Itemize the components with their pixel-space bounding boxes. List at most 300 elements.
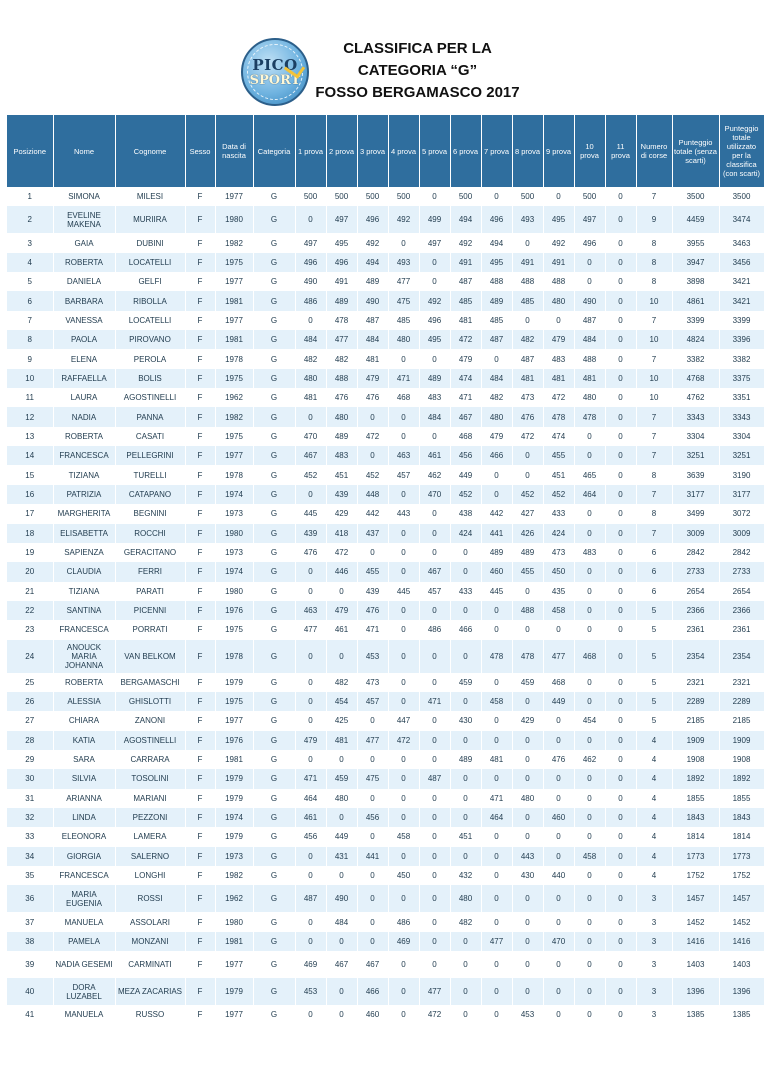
table-cell: 0 (481, 620, 512, 639)
table-cell: 1909 (719, 731, 764, 750)
table-cell: 0 (419, 673, 450, 692)
table-cell: 0 (295, 311, 326, 330)
table-cell: F (185, 789, 215, 808)
table-cell: 0 (388, 543, 419, 562)
table-cell: 2733 (672, 562, 719, 581)
table-row (7, 750, 764, 769)
table-row (7, 388, 764, 407)
table-cell: ANOUCK MARIA JOHANNA (53, 640, 115, 673)
table-cell: 4 (636, 847, 672, 866)
table-cell: G (253, 912, 295, 931)
table-cell: 459 (326, 769, 357, 788)
table-cell: 1974 (215, 562, 253, 581)
table-cell: 0 (419, 912, 450, 931)
table-cell: 3351 (719, 388, 764, 407)
table-cell: RAFFAELLA (53, 369, 115, 388)
table-cell: 1980 (215, 582, 253, 601)
table-cell: 0 (295, 711, 326, 730)
table-cell: F (185, 465, 215, 484)
table-cell: 471 (357, 620, 388, 639)
table-cell: 484 (326, 912, 357, 931)
table-cell: 487 (295, 885, 326, 912)
table-cell: G (253, 504, 295, 523)
column-header: 4 prova (388, 115, 419, 187)
table-cell: 481 (481, 750, 512, 769)
table-cell: 482 (326, 349, 357, 368)
table-cell: 497 (574, 206, 605, 233)
column-header: Categoria (253, 115, 295, 187)
table-cell: 496 (481, 206, 512, 233)
table-cell: 0 (419, 808, 450, 827)
table-cell: 0 (419, 847, 450, 866)
table-cell: 7 (636, 524, 672, 543)
table-cell: 2354 (672, 640, 719, 673)
table-cell: 0 (357, 543, 388, 562)
table-cell: 0 (388, 750, 419, 769)
table-cell: 439 (357, 582, 388, 601)
table-cell: F (185, 272, 215, 291)
table-cell: 493 (388, 253, 419, 272)
table-cell: 15 (7, 465, 53, 484)
table-cell: 8 (636, 465, 672, 484)
table-cell: 0 (543, 187, 574, 206)
table-cell: 0 (605, 827, 636, 846)
table-cell: 491 (450, 253, 481, 272)
table-cell: 455 (543, 446, 574, 465)
table-cell: 473 (543, 543, 574, 562)
table-cell: 4762 (672, 388, 719, 407)
table-cell: 0 (512, 808, 543, 827)
table-cell: 2366 (719, 601, 764, 620)
table-cell: 0 (605, 582, 636, 601)
table-cell: G (253, 311, 295, 330)
table-cell: 1403 (719, 951, 764, 978)
table-cell: 0 (295, 932, 326, 951)
table-cell: 482 (512, 330, 543, 349)
table-row (7, 711, 764, 730)
table-cell: 2289 (719, 692, 764, 711)
table-cell: 451 (326, 465, 357, 484)
table-cell: 455 (512, 562, 543, 581)
table-cell: F (185, 504, 215, 523)
table-cell: NADIA (53, 407, 115, 426)
table-row (7, 731, 764, 750)
table-cell: 3 (636, 1005, 672, 1024)
table-cell: 479 (450, 349, 481, 368)
table-cell: 25 (7, 673, 53, 692)
table-cell: 3190 (719, 465, 764, 484)
table-cell: 471 (295, 769, 326, 788)
column-header: 5 prova (419, 115, 450, 187)
table-cell: MARGHERITA (53, 504, 115, 523)
table-cell: 0 (326, 640, 357, 673)
table-cell: 452 (295, 465, 326, 484)
table-cell: 0 (605, 524, 636, 543)
table-cell: 488 (574, 349, 605, 368)
table-cell: 0 (481, 601, 512, 620)
table-cell: 0 (419, 750, 450, 769)
table-cell: 6 (636, 582, 672, 601)
table-cell: 2185 (719, 711, 764, 730)
table-cell: 0 (605, 912, 636, 931)
table-cell: 453 (357, 640, 388, 673)
table-cell: 3463 (719, 233, 764, 252)
table-cell: MARIANI (115, 789, 185, 808)
table-cell: PARATI (115, 582, 185, 601)
table-cell: 477 (419, 978, 450, 1005)
table-cell: 439 (295, 524, 326, 543)
table-cell: MONZANI (115, 932, 185, 951)
table-cell: G (253, 866, 295, 885)
table-row (7, 349, 764, 368)
table-cell: SANTINA (53, 601, 115, 620)
table-cell: 0 (543, 978, 574, 1005)
table-cell: 481 (326, 731, 357, 750)
table-cell: 0 (295, 485, 326, 504)
table-cell: G (253, 407, 295, 426)
table-cell: 480 (543, 291, 574, 310)
table-cell: 500 (326, 187, 357, 206)
table-cell: 481 (295, 388, 326, 407)
table-row (7, 330, 764, 349)
table-cell: 0 (481, 711, 512, 730)
table-cell: DORA LUZABEL (53, 978, 115, 1005)
column-header: Data di nascita (215, 115, 253, 187)
table-cell: 7 (636, 446, 672, 465)
table-cell: 477 (357, 731, 388, 750)
table-cell: 13 (7, 427, 53, 446)
table-cell: 20 (7, 562, 53, 581)
table-cell: 7 (7, 311, 53, 330)
table-cell: F (185, 932, 215, 951)
table-cell: 458 (388, 827, 419, 846)
table-cell: F (185, 951, 215, 978)
table-cell: 451 (450, 827, 481, 846)
table-cell: CATAPANO (115, 485, 185, 504)
table-cell: 471 (481, 789, 512, 808)
table-cell: 468 (388, 388, 419, 407)
table-cell: 3955 (672, 233, 719, 252)
table-cell: FRANCESCA (53, 620, 115, 639)
table-cell: 488 (326, 369, 357, 388)
table-cell: 3500 (719, 187, 764, 206)
table-cell: 1908 (719, 750, 764, 769)
table-cell: 495 (326, 233, 357, 252)
table-cell: 3382 (672, 349, 719, 368)
table-cell: 0 (357, 866, 388, 885)
table-cell: G (253, 789, 295, 808)
table-cell: EVELINE MAKENA (53, 206, 115, 233)
table-cell: G (253, 601, 295, 620)
table-cell: 490 (574, 291, 605, 310)
table-cell: 35 (7, 866, 53, 885)
table-cell: 483 (543, 349, 574, 368)
table-cell: 476 (357, 601, 388, 620)
table-cell: 0 (481, 673, 512, 692)
table-cell: 3 (636, 932, 672, 951)
table-cell: 461 (326, 620, 357, 639)
table-cell: 478 (543, 407, 574, 426)
table-cell: 463 (295, 601, 326, 620)
table-cell: F (185, 866, 215, 885)
table-cell: GERACITANO (115, 543, 185, 562)
table-cell: LAURA (53, 388, 115, 407)
table-cell: G (253, 330, 295, 349)
table-cell: 1977 (215, 951, 253, 978)
table-row (7, 504, 764, 523)
table-cell: 1814 (672, 827, 719, 846)
table-cell: 0 (481, 827, 512, 846)
table-cell: 0 (512, 620, 543, 639)
table-cell: 10 (636, 291, 672, 310)
table-cell: 0 (512, 750, 543, 769)
table-row (7, 885, 764, 912)
table-cell: 455 (357, 562, 388, 581)
table-cell: 0 (388, 847, 419, 866)
table-cell: 0 (605, 187, 636, 206)
table-cell: 31 (7, 789, 53, 808)
table-cell: 3251 (719, 446, 764, 465)
table-cell: 479 (357, 369, 388, 388)
table-cell: 0 (419, 827, 450, 846)
table-cell: 0 (419, 711, 450, 730)
table-cell: 0 (574, 692, 605, 711)
column-header: Punteggio totale (senza scarti) (672, 115, 719, 187)
table-cell: 490 (357, 291, 388, 310)
column-header: Nome (53, 115, 115, 187)
table-cell: 1978 (215, 465, 253, 484)
table-cell: F (185, 543, 215, 562)
table-row (7, 789, 764, 808)
table-cell: 3251 (672, 446, 719, 465)
table-cell: 7 (636, 485, 672, 504)
table-cell: 38 (7, 932, 53, 951)
table-cell: 2733 (719, 562, 764, 581)
table-cell: 494 (481, 233, 512, 252)
table-row (7, 465, 764, 484)
table-cell: 0 (605, 692, 636, 711)
table-cell: LINDA (53, 808, 115, 827)
table-cell: 471 (419, 692, 450, 711)
table-cell: 0 (512, 446, 543, 465)
table-cell: 1982 (215, 866, 253, 885)
column-header: 3 prova (357, 115, 388, 187)
table-cell: 0 (481, 349, 512, 368)
table-cell: 2366 (672, 601, 719, 620)
table-cell: 5 (636, 601, 672, 620)
table-cell: 1979 (215, 673, 253, 692)
table-cell: 450 (388, 866, 419, 885)
table-cell: PEROLA (115, 349, 185, 368)
table-cell: 442 (357, 504, 388, 523)
table-cell: 0 (605, 407, 636, 426)
table-cell: 481 (574, 369, 605, 388)
table-cell: 19 (7, 543, 53, 562)
table-cell: 0 (295, 847, 326, 866)
table-cell: 481 (512, 369, 543, 388)
table-cell: NADIA GESEMI (53, 951, 115, 978)
table-cell: 495 (481, 253, 512, 272)
table-row (7, 769, 764, 788)
table-cell: RIBOLLA (115, 291, 185, 310)
table-cell: F (185, 692, 215, 711)
table-cell: G (253, 932, 295, 951)
table-body (7, 187, 764, 1024)
table-cell: 1892 (672, 769, 719, 788)
table-cell: 476 (512, 407, 543, 426)
table-cell: G (253, 827, 295, 846)
table-cell: 6 (636, 562, 672, 581)
table-cell: 0 (326, 582, 357, 601)
table-cell: 22 (7, 601, 53, 620)
table-cell: 2361 (719, 620, 764, 639)
table-cell: 0 (388, 692, 419, 711)
table-row (7, 951, 764, 978)
table-cell: 460 (481, 562, 512, 581)
table-cell: 3009 (672, 524, 719, 543)
table-cell: 476 (295, 543, 326, 562)
table-cell: 443 (388, 504, 419, 523)
table-cell: CHIARA (53, 711, 115, 730)
table-cell: 1975 (215, 427, 253, 446)
table-cell: 440 (543, 866, 574, 885)
table-cell: 1979 (215, 978, 253, 1005)
table-cell: F (185, 620, 215, 639)
table-cell: 9 (636, 206, 672, 233)
table-cell: 3304 (672, 427, 719, 446)
table-row (7, 640, 764, 673)
table-cell: 0 (605, 291, 636, 310)
table-cell: 4 (636, 827, 672, 846)
table-cell: 481 (450, 311, 481, 330)
table-cell: 29 (7, 750, 53, 769)
table-cell: F (185, 750, 215, 769)
table-cell: 475 (388, 291, 419, 310)
page-title (300, 38, 535, 104)
table-cell: 500 (574, 187, 605, 206)
table-cell: 1980 (215, 524, 253, 543)
table-cell: 16 (7, 485, 53, 504)
table-cell: 0 (543, 827, 574, 846)
table-row (7, 427, 764, 446)
table-cell: 0 (605, 866, 636, 885)
table-cell: 14 (7, 446, 53, 465)
table-cell: 0 (605, 731, 636, 750)
table-cell: ZANONI (115, 711, 185, 730)
table-cell: BOLIS (115, 369, 185, 388)
table-cell: 494 (450, 206, 481, 233)
table-cell: G (253, 427, 295, 446)
table-cell: 486 (388, 912, 419, 931)
table-cell: 499 (419, 206, 450, 233)
table-cell: 474 (543, 427, 574, 446)
table-cell: 467 (295, 446, 326, 465)
table-cell: 492 (357, 233, 388, 252)
table-cell: F (185, 311, 215, 330)
table-cell: 0 (605, 978, 636, 1005)
table-cell: 0 (574, 562, 605, 581)
table-cell: 1855 (672, 789, 719, 808)
table-cell: PANNA (115, 407, 185, 426)
table-cell: 427 (512, 504, 543, 523)
table-cell: 437 (357, 524, 388, 543)
table-cell: 452 (512, 485, 543, 504)
table-cell: 7 (636, 311, 672, 330)
ranking-table (7, 115, 765, 1024)
table-cell: 1977 (215, 1005, 253, 1024)
table-cell: 500 (295, 187, 326, 206)
table-cell: 0 (388, 789, 419, 808)
table-cell: 418 (326, 524, 357, 543)
table-cell: 3177 (672, 485, 719, 504)
table-cell: CLAUDIA (53, 562, 115, 581)
table-cell: ROBERTA (53, 253, 115, 272)
table-cell: MANUELA (53, 1005, 115, 1024)
pico-sport-logo (241, 38, 309, 106)
table-cell: 3177 (719, 485, 764, 504)
logo-text-sport: SPORT (249, 73, 301, 88)
table-cell: 460 (543, 808, 574, 827)
table-cell: 3898 (672, 272, 719, 291)
table-cell: KATIA (53, 731, 115, 750)
table-cell: 491 (326, 272, 357, 291)
table-cell: 0 (605, 253, 636, 272)
table-cell: 12 (7, 407, 53, 426)
table-cell: 0 (605, 789, 636, 808)
table-cell: 0 (419, 524, 450, 543)
table-cell: 8 (636, 504, 672, 523)
table-cell: 0 (574, 673, 605, 692)
table-cell: 454 (326, 692, 357, 711)
table-cell: 10 (636, 388, 672, 407)
table-cell: 429 (326, 504, 357, 523)
table-cell: PAOLA (53, 330, 115, 349)
table-cell: 1752 (672, 866, 719, 885)
table-cell: 1814 (719, 827, 764, 846)
table-cell: 9 (7, 349, 53, 368)
table-cell: 7 (636, 427, 672, 446)
table-cell: ARIANNA (53, 789, 115, 808)
table-cell: 1452 (672, 912, 719, 931)
table-cell: 1977 (215, 446, 253, 465)
table-row (7, 692, 764, 711)
table-cell: 1981 (215, 750, 253, 769)
table-cell: G (253, 388, 295, 407)
table-cell: PEZZONI (115, 808, 185, 827)
table-row (7, 808, 764, 827)
table-cell: 0 (543, 951, 574, 978)
table-cell: G (253, 562, 295, 581)
table-cell: 3474 (719, 206, 764, 233)
table-cell: 3500 (672, 187, 719, 206)
table-cell: F (185, 369, 215, 388)
table-cell: 3 (636, 951, 672, 978)
table-cell: 458 (543, 601, 574, 620)
table-cell: PORRATI (115, 620, 185, 639)
table-cell: VAN BELKOM (115, 640, 185, 673)
table-row (7, 253, 764, 272)
table-cell: 495 (419, 330, 450, 349)
table-cell: 0 (295, 1005, 326, 1024)
table-cell: 2654 (672, 582, 719, 601)
table-cell: F (185, 388, 215, 407)
table-cell: 457 (357, 692, 388, 711)
table-cell: ELEONORA (53, 827, 115, 846)
table-cell: 1962 (215, 885, 253, 912)
table-cell: 2 (7, 206, 53, 233)
table-cell: 0 (450, 769, 481, 788)
table-cell: 0 (512, 465, 543, 484)
